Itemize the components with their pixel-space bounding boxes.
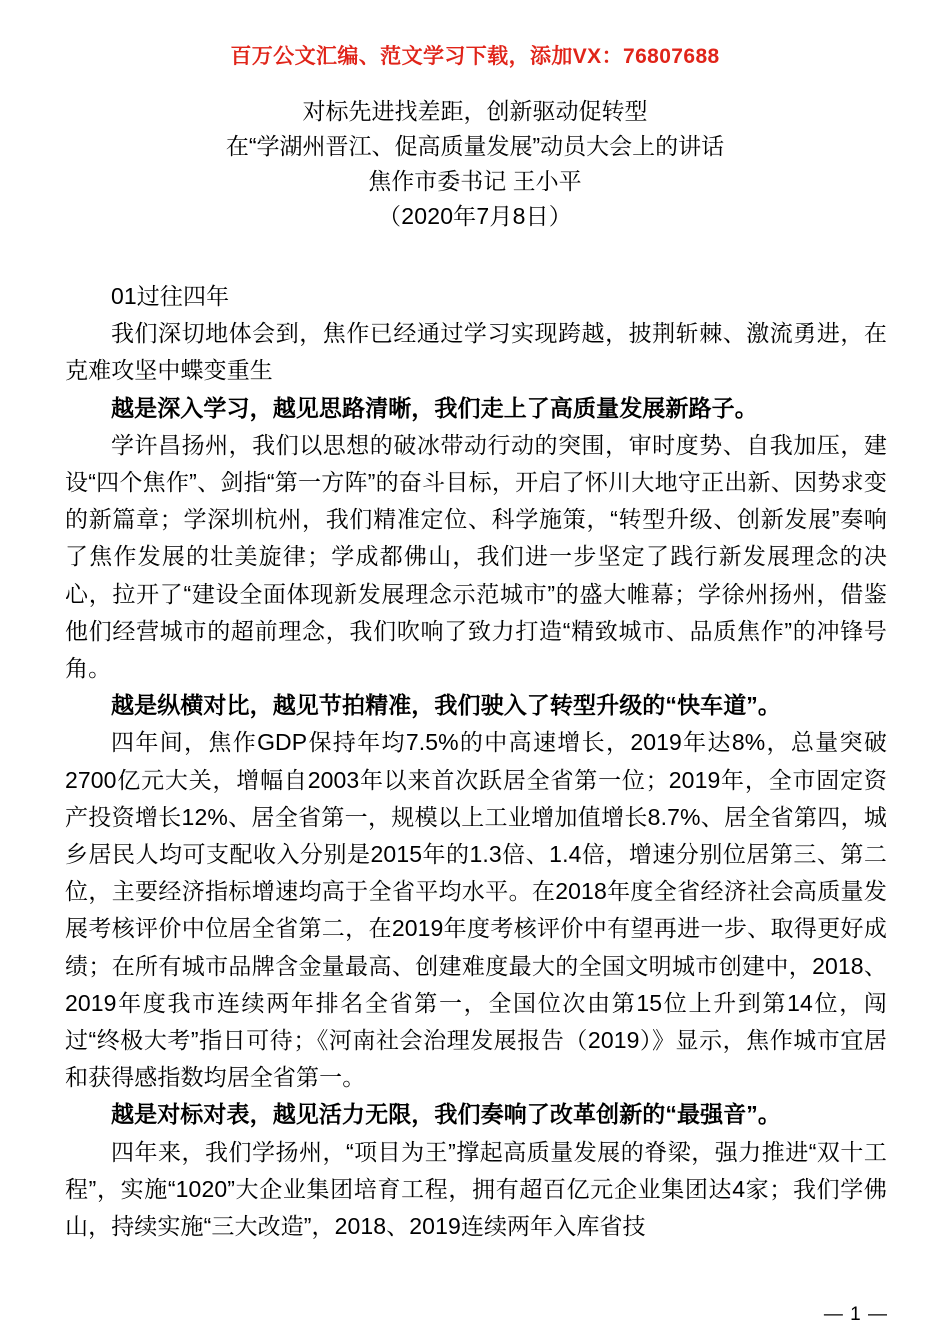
lead-paragraph: 我们深切地体会到，焦作已经通过学习实现跨越，披荆斩棘、激流勇进，在克难攻坚中蝶变重生: [65, 320, 887, 384]
body-paragraph-1: 学许昌扬州，我们以思想的破冰带动行动的突围，审时度势、自我加压，建设“四个焦作”、剑指“第一方阵”的奋斗目标，开启了怀川大地守正出新、因势求变的新篇章；学深圳杭州，我们精准定位、科学施策，“转型升级、创新发展”奏响了焦作发展的壮美旋律；学成都佛山，我们进一步坚定了践行新发展理念的决心，拉开了“建设全面体现新发展理念示范城市”的盛大帷幕；学徐州扬州，借鉴他们经营城市的超前理念，我们吹响了致力打造“精致城市、品质焦作”的冲锋号角。: [65, 431, 887, 682]
bold-subheading-1: 越是深入学习，越见思路清晰，我们走上了高质量发展新路子。: [111, 394, 758, 421]
body-paragraph-2: 四年间，焦作GDP保持年均7.5%的中高速增长，2019年达8%，总量突破2700亿元大关，增幅自2003年以来首次跃居全省第一位；2019年，全市固定资产投资增长12%、居全省第一，规模以上工业增加值增长8.7%、居全省第四，城乡居民人均可支配收入分别是2015年的1.3倍、1.4倍，增速分别位居第三、第二位，主要经济指标增速均高于全省平均水平。在2018年度全省经济社会高质量发展考核评价中位居全省第二，在2019年度考核评价中有望再进一步、取得更好成绩；在所有城市品牌含金量最高、创建难度最大的全国文明城市创建中，2018、2019年度我市连续两年排名全省第一，全国位次由第15位上升到第14位，闯过“终极大考”指日可待；《河南社会治理发展报告（2019）》显示，焦作城市宜居和获得感指数均居全省第一。: [65, 729, 887, 1091]
page-number: — 1 —: [823, 1304, 888, 1325]
promo-watermark-text: 百万公文汇编、范文学习下载，添加VX：76807688: [230, 45, 720, 68]
bold-subheading-3: 越是对标对表，越见活力无限，我们奏响了改革创新的“最强音”。: [111, 1101, 781, 1128]
promo-watermark-header: [0, 44, 950, 69]
section-heading-01: 01过往四年: [111, 283, 230, 309]
document-title-line-1: 对标先进找差距，创新驱动促转型: [302, 98, 648, 124]
page-footer: [0, 1304, 950, 1326]
body-paragraph-3: 四年来，我们学扬州，“项目为王”撑起高质量发展的脊梁，强力推进“双十工程”，实施“1020”大企业集团培育工程，拥有超百亿元企业集团达4家；我们学佛山，持续实施“三大改造”，2018、2019连续两年入库省技: [65, 1138, 887, 1240]
document-title-block: [0, 94, 950, 234]
document-body: [65, 278, 887, 1245]
document-date-line: （2020年7月8日）: [378, 203, 572, 229]
bold-subheading-2: 越是纵横对比，越见节拍精准，我们驶入了转型升级的“快车道”。: [111, 692, 781, 719]
document-author-line: 焦作市委书记 王小平: [368, 168, 582, 194]
document-title-line-2: 在“学湖州晋江、促高质量发展”动员大会上的讲话: [225, 133, 725, 159]
